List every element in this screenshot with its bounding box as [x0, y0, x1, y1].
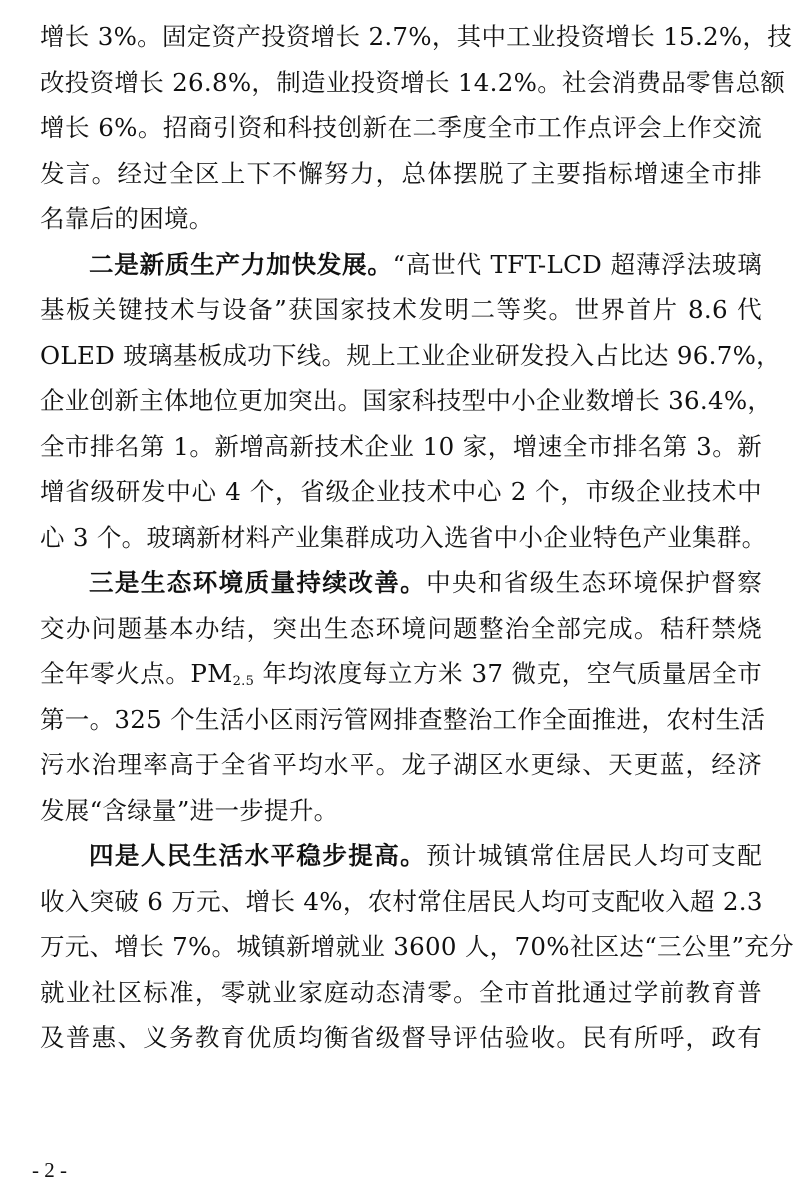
paragraph-living-standards	[40, 833, 794, 1061]
text-line: 就业社区标准，零就业家庭动态清零。全市首批通过学前教育普	[40, 977, 762, 1007]
text-line	[40, 242, 762, 288]
text-line: 收入突破 6 万元、增长 4%，农村常住居民人均可支配收入超 2.3	[40, 886, 763, 916]
text-line: 及普惠、义务教育优质均衡省级督导评估验收。民有所呼，政有	[40, 1023, 762, 1052]
text-segment: 全年零火点。	[40, 659, 191, 688]
pm-label: PM	[190, 659, 233, 688]
text-line: OLED 玻璃基板成功下线。规上工业企业研发投入占比达 96.7%，	[40, 340, 781, 370]
paragraph-economic-indicators	[40, 14, 793, 242]
text-line	[40, 651, 762, 697]
text-line: 基板关键技术与设备”获国家技术发明二等奖。世界首片 8.6 代	[40, 295, 762, 324]
text-segment: “高世代 TFT-LCD 超薄浮法玻璃	[392, 249, 762, 279]
text-line: 增长 3%。固定资产投资增长 2.7%，其中工业投资增长 15.2%，技	[40, 22, 793, 51]
text-line: 增省级研发中心 4 个，省级企业技术中心 2 个，市级企业技术中	[40, 477, 762, 506]
text-line: 名靠后的困境。	[40, 204, 214, 233]
text-line: 发言。经过全区上下不懈努力，总体摆脱了主要指标增速全市排	[40, 158, 762, 188]
text-line: 企业创新主体地位更加突出。国家科技型中小企业数增长 36.4%，	[40, 386, 773, 415]
section-heading: 二是新质生产力加快发展。	[89, 249, 393, 279]
document-page	[40, 14, 794, 1061]
text-line: 改投资增长 26.8%，制造业投资增长 14.2%。社会消费品零售总额	[40, 67, 786, 97]
section-heading: 四是人民生活水平稳步提高。	[89, 841, 427, 870]
text-line: 增长 6%。招商引资和科技创新在二季度全市工作点评会上作交流	[40, 113, 762, 142]
text-line: 万元、增长 7%。城镇新增就业 3600 人，70%社区达“三公里”充分	[40, 932, 794, 961]
paragraph-ecological-environment	[40, 560, 766, 833]
page-number: - 2 -	[32, 1158, 67, 1182]
text-line	[40, 833, 762, 879]
text-line	[40, 560, 762, 606]
text-line: 交办问题基本办结，突出生态环境问题整治全部完成。秸秆禁烧	[40, 613, 762, 643]
text-segment: 年均浓度每立方米 37 微克，空气质量居全市	[254, 659, 762, 688]
text-line: 全市排名第 1。新增高新技术企业 10 家，增速全市排名第 3。新	[40, 431, 762, 461]
text-line: 污水治理率高于全省平均水平。龙子湖区水更绿、天更蓝，经济	[40, 750, 762, 779]
text-segment: 中央和省级生态环境保护督察	[426, 568, 762, 597]
text-line: 第一。325 个生活小区雨污管网排查整治工作全面推进，农村生活	[40, 704, 766, 734]
text-line: 发展“含绿量”进一步提升。	[40, 795, 339, 825]
text-line: 心 3 个。玻璃新材料产业集群成功入选省中小企业特色产业集群。	[40, 522, 767, 552]
section-heading: 三是生态环境质量持续改善。	[89, 568, 427, 597]
paragraph-new-productivity	[40, 242, 781, 561]
text-segment: 预计城镇常住居民人均可支配	[426, 841, 762, 870]
pm-subscript: 2.5	[232, 674, 255, 689]
